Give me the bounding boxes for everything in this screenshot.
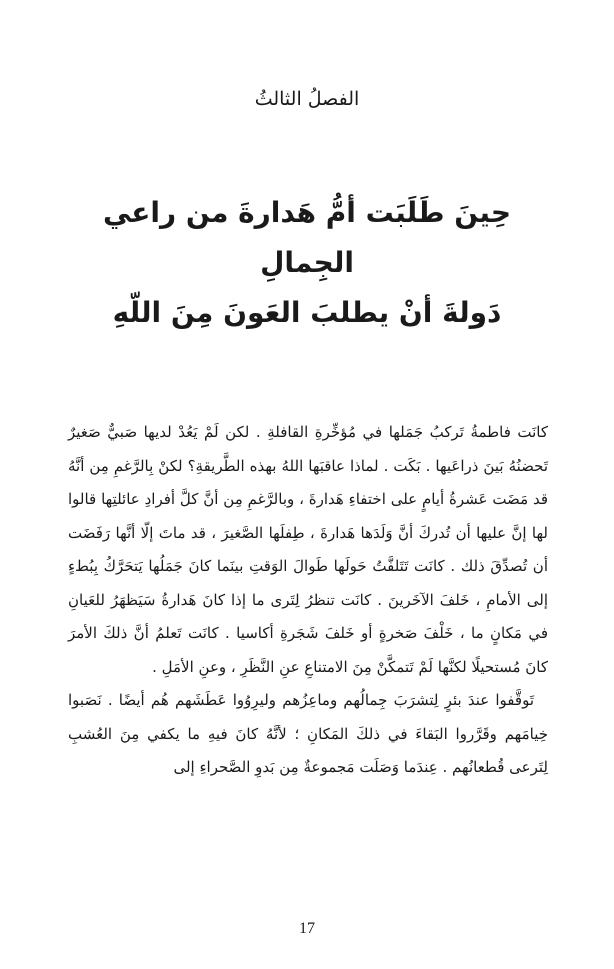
paragraph-2: تَوقَّفوا عندَ بئرٍ لِتشرَبَ جِمالُهم وماعِزُهم وليرِوُوا عَطَشَهم هُم أيضًا . نَصَبوا خِيامَهم وقَرَّروا البَقاءَ في ذلكَ المَكانِ ؛ لأنَّهُ كانَ فيهِ ما يكفي مِنَ العُشبِ لِتَرعى قُطعانُهم . عِندَما وَصَلَت مَجموعةٌ مِن بَدوِ الصَّحراءِ إلى xyxy=(68,691,548,776)
chapter-title-line-2: دَولةَ أنْ يطلبَ العَونَ مِنَ اللّهِ xyxy=(112,296,502,329)
paragraph-1: كانَت فاطمةُ تَركبُ جَمَلها في مُؤخِّرةِ القافلةِ . لكن لَمْ يَعُدْ لديها صَبيٌّ صَغيرٌ تَحضنُهُ بَينَ ذراعَيها . بَكَت . لماذا عاقبَها اللهُ بهذه الطَّريقةِ؟ لكنْ بِالرَّغمِ مِن أنَّهُ قد مَضَت عَشرةُ أيامٍ على اختفاءِ هَدارةَ ، وبالرَّغمِ مِن أنَّ كلَّ أفرادِ عائلتِها قالوا لها إنَّ عليها أن تُدركَ أنَّ وَلَدَها هَدارةَ ، طِفلَها الصَّغيرَ ، قد ماتَ إلّا أنَّها رَفَضَت أن تُصدِّقَ ذلك . كانَت تَتَلفَّتُ حَولَها طَوالَ الوَقتِ بينَما كانَ جَمَلُها يَتحَرَّكُ بِبُطءٍ إلى الأمامِ ، خَلفَ الآخَرينَ . كانَت تنظرُ لِتَرى ما إذا كانَ هَدارةُ سَيَظهَرُ للعَيانِ في مَكانٍ ما ، خَلْفَ صَخرةٍ أو خَلفَ شَجَرةِ أكاسيا . كانَت تَعلمُ أنَّ ذلكَ الأمرَ كانَ مُستحيلًا لكنَّها لَمْ تَتمكَّنْ مِنَ الامتناعِ عنِ النَّظَرِ ، وعنِ الأمَلِ . xyxy=(68,423,548,676)
page-number: 17 xyxy=(299,920,315,937)
chapter-title-line-1: حِينَ طَلَبَت أمُّ هَدارةَ من راعي الجِمالِ xyxy=(102,196,512,279)
body-text xyxy=(68,416,548,785)
chapter-title xyxy=(60,188,554,338)
chapter-label: الفصلُ الثالثُ xyxy=(254,88,360,110)
